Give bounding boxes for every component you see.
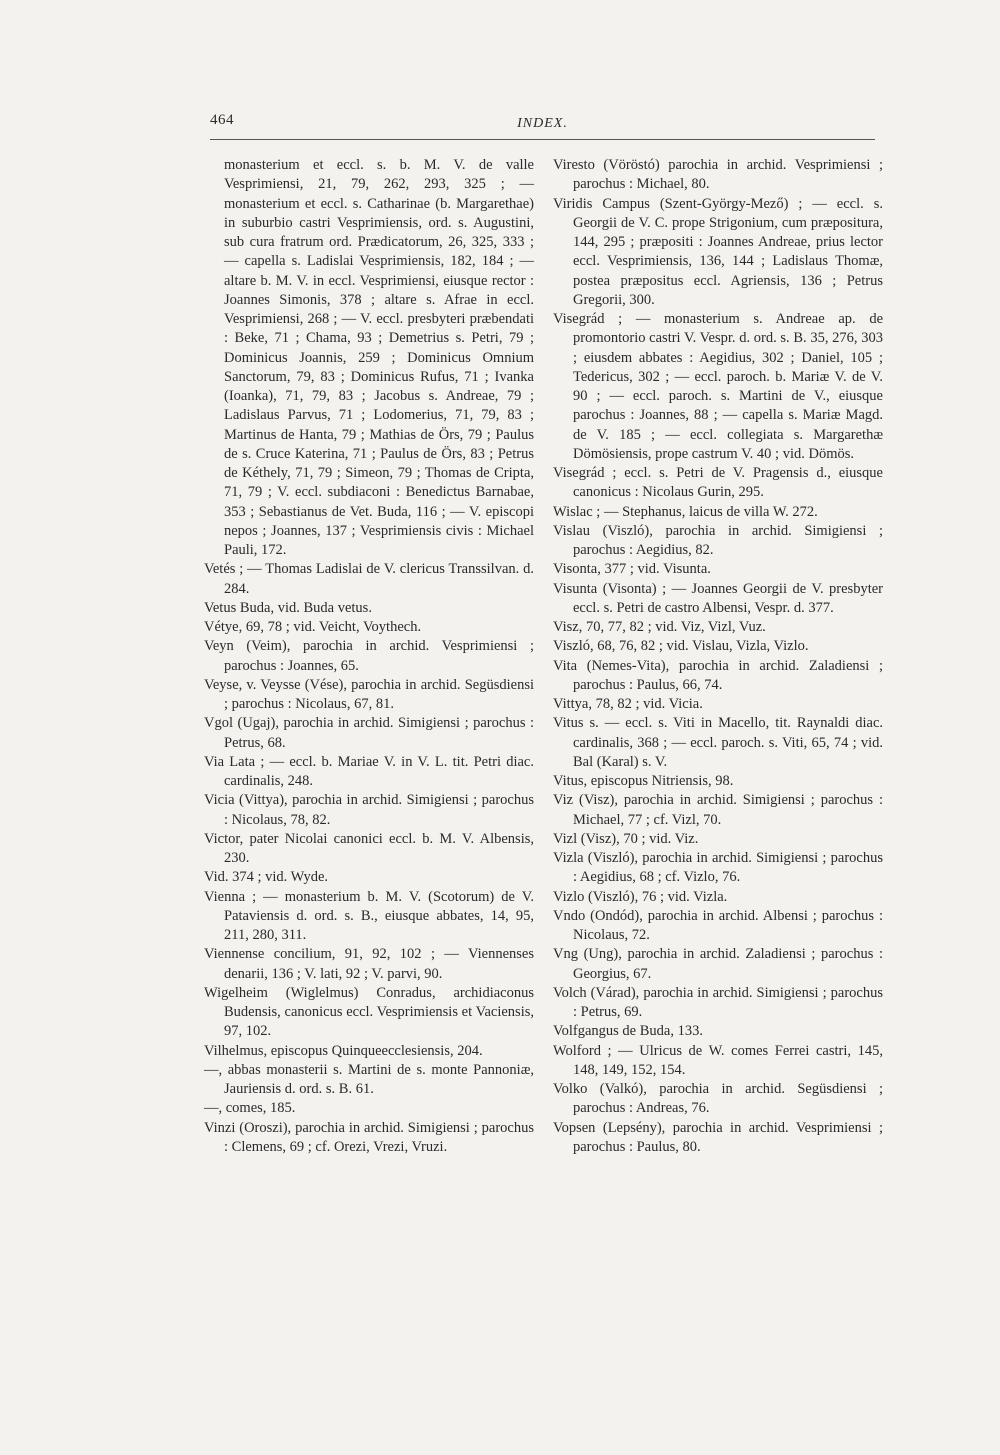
- index-entry: Visonta, 377 ; vid. Visunta.: [553, 561, 711, 578]
- index-entry: Via Lata ; — eccl. b. Mariae V. in V. L. tit. Petri diac. cardinalis, 248.: [204, 753, 534, 789]
- index-entry: Vita (Nemes-Vita), parochia in archid. Zaladiensi ; parochus : Paulus, 66, 74.: [553, 657, 883, 693]
- index-entry: Vicia (Vittya), parochia in archid. Simigiensi ; parochus : Nicolaus, 78, 82.: [204, 792, 534, 828]
- index-entry: Wislac ; — Stephanus, laicus de villa W. 272.: [553, 503, 818, 520]
- index-entry: Vinzi (Oroszi), parochia in archid. Simigiensi ; parochus : Clemens, 69 ; cf. Orezi, Vrezi, Vruzi.: [204, 1119, 534, 1155]
- index-entry: Veyse, v. Veysse (Vése), parochia in archid. Següsdiensi ; parochus : Nicolaus, 67, 81.: [204, 676, 534, 712]
- index-entry: Viridis Campus (Szent-György-Mező) ; — eccl. s. Georgii de V. C. prope Strigonium, cum præpositura, 144, 295 ; præpositi : Joannes Andreae, prius lector eccl. Vesprimiensis, 136, 144 ; Ladislaus Thomæ, postea præpositus eccl. Agriensis, 136 ; Petrus Gregorii, 300.: [553, 195, 883, 308]
- index-entry: Wolford ; — Ulricus de W. comes Ferrei castri, 145, 148, 149, 152, 154.: [553, 1042, 883, 1078]
- index-entry: Vetus Buda, vid. Buda vetus.: [204, 599, 372, 616]
- index-entry: Vopsen (Lepsény), parochia in archid. Vesprimiensi ; parochus : Paulus, 80.: [553, 1119, 883, 1155]
- index-entry: Visz, 70, 77, 82 ; vid. Viz, Vizl, Vuz.: [553, 619, 766, 635]
- index-entry: Vizlo (Viszló), 76 ; vid. Vizla.: [553, 888, 728, 905]
- index-entry: Volko (Valkó), parochia in archid. Següsdiensi ; parochus : Andreas, 76.: [553, 1081, 883, 1117]
- index-entry: Vétye, 69, 78 ; vid. Veicht, Voythech.: [204, 619, 422, 635]
- index-entry: Vizl (Visz), 70 ; vid. Viz.: [553, 830, 699, 847]
- index-entry: Vid. 374 ; vid. Wyde.: [204, 869, 329, 886]
- index-entry: Visunta (Visonta) ; — Joannes Georgii de V. presbyter eccl. s. Petri de castro Albensi, Vespr. d. 377.: [553, 580, 883, 616]
- index-entry: Victor, pater Nicolai canonici eccl. b. M. V. Albensis, 230.: [204, 830, 534, 866]
- index-entry: Vetés ; — Thomas Ladislai de V. clericus Transsilvan. d. 284.: [204, 561, 534, 597]
- index-entry: —, comes, 185.: [204, 1100, 296, 1117]
- index-entry: Vienna ; — monasterium b. M. V. (Scotorum) de V. Pataviensis d. ord. s. B., eiusque abbates, 14, 95, 211, 280, 311.: [204, 888, 534, 943]
- index-entry: Visegrád ; — monasterium s. Andreae ap. de promontorio castri V. Vespr. d. ord. s. B. 35, 276, 303 ; eiusdem abbates : Aegidius, 302 ; Daniel, 105 ; Tedericus, 302 ; — eccl. paroch. b. Mariæ V. de V. 90 ; — eccl. paroch. s. Martini de V., eiusque parochus : Joannes, 88 ; — capella s. Mariæ Magd. de V. 185 ; — eccl. collegiata s. Margarethæ Dömösiensis, prope castrum V. 40 ; vid. Dömös.: [553, 311, 883, 462]
- index-entry: Vgol (Ugaj), parochia in archid. Simigiensi ; parochus : Petrus, 68.: [204, 715, 534, 751]
- index-entry: Volfgangus de Buda, 133.: [553, 1023, 703, 1040]
- index-entry: Wigelheim (Wiglelmus) Conradus, archidiaconus Budensis, canonicus eccl. Vesprimiensis et Vaciensis, 97, 102.: [204, 984, 534, 1040]
- page-header: [210, 112, 875, 140]
- index-entry: Veyn (Veim), parochia in archid. Vesprimiensi ; parochus : Joannes, 65.: [204, 638, 534, 674]
- index-entry: Vittya, 78, 82 ; vid. Vicia.: [553, 696, 703, 712]
- index-entry: monasterium et eccl. s. b. M. V. de valle Vesprimiensi, 21, 79, 262, 293, 325 ; — monasterium et eccl. s. Catharinae (b. Margarethae) in suburbio castri Vesprimiensis, ord. s. Augustini, sub cura fratrum ord. Prædicatorum, 26, 325, 333 ; — capella s. Ladislai Vesprimiensis, 182, 184 ; — altare b. M. V. in eccl. Vesprimiensi, eiusque rector : Joannes Simonis, 378 ; altare s. Afrae in eccl. Vesprimiensi, 268 ; — V. eccl. presbyteri præbendati : Beke, 71 ; Chama, 93 ; Demetrius s. Petri, 79 ; Dominicus Joannis, 259 ; Dominicus Omnium Sanctorum, 79, 83 ; Dominicus Rufus, 71 ; Ivanka (Ioanka), 71, 79, 83 ; Jacobus s. Andreae, 79 ; Ladislaus Parvus, 71 ; Lodomerius, 71, 79, 83 ; Martinus de Hanta, 79 ; Mathias de Örs, 79 ; Paulus de s. Cruce Katerina, 71 ; Paulus de Örs, 83 ; Petrus de Kéthely, 71, 79 ; Simeon, 79 ; Thomas de Cripta, 71, 79 ; V. eccl. subdiaconi : Benedictus Barnabae, 353 ; Sebastianus de Vet. Buda, 116 ; — V. episcopi nepos ; Joannes, 137 ; Vesprimiensis civis : Michael Pauli, 172.: [224, 157, 534, 558]
- index-entry: Viennense concilium, 91, 92, 102 ; — Viennenses denarii, 136 ; V. lati, 92 ; V. parvi, 90.: [204, 946, 534, 982]
- index-entry: Vislau (Viszló), parochia in archid. Simigiensi ; parochus : Aegidius, 82.: [553, 522, 883, 558]
- index-entry: Visegrád ; eccl. s. Petri de V. Pragensis d., eiusque canonicus : Nicolaus Gurin, 295.: [553, 465, 883, 501]
- index-entry: Vitus, episcopus Nitriensis, 98.: [553, 773, 734, 789]
- running-title: INDEX.: [517, 116, 568, 131]
- index-entry: Vitus s. — eccl. s. Viti in Macello, tit. Raynaldi diac. cardinalis, 368 ; — eccl. paroch. s. Viti, 65, 74 ; vid. Bal (Karal) s. V.: [553, 715, 883, 770]
- page-number: 464: [210, 112, 234, 128]
- index-entry: Volch (Várad), parochia in archid. Simigiensi ; parochus : Petrus, 69.: [553, 984, 883, 1020]
- index-column-left: [204, 156, 534, 1157]
- index-entry: Vilhelmus, episcopus Quinqueecclesiensis, 204.: [204, 1042, 483, 1059]
- index-entry: Vndo (Ondód), parochia in archid. Albensi ; parochus : Nicolaus, 72.: [553, 907, 883, 943]
- index-entry: —, abbas monasterii s. Martini de s. monte Pannoniæ, Jauriensis d. ord. s. B. 61.: [204, 1061, 534, 1097]
- index-entry: Viz (Visz), parochia in archid. Simigiensi ; parochus : Michael, 77 ; cf. Vizl, 70.: [553, 792, 883, 828]
- index-entry: Vizla (Viszló), parochia in archid. Simigiensi ; parochus : Aegidius, 68 ; cf. Vizlo, 76.: [553, 850, 883, 886]
- index-entry: Viszló, 68, 76, 82 ; vid. Vislau, Vizla, Vizlo.: [553, 638, 809, 655]
- index-entry: Viresto (Vöröstó) parochia in archid. Vesprimiensi ; parochus : Michael, 80.: [553, 157, 883, 193]
- index-column-right: [553, 156, 883, 1157]
- header-rule: [210, 139, 875, 140]
- index-entry: Vng (Ung), parochia in archid. Zaladiensi ; parochus : Georgius, 67.: [553, 946, 883, 982]
